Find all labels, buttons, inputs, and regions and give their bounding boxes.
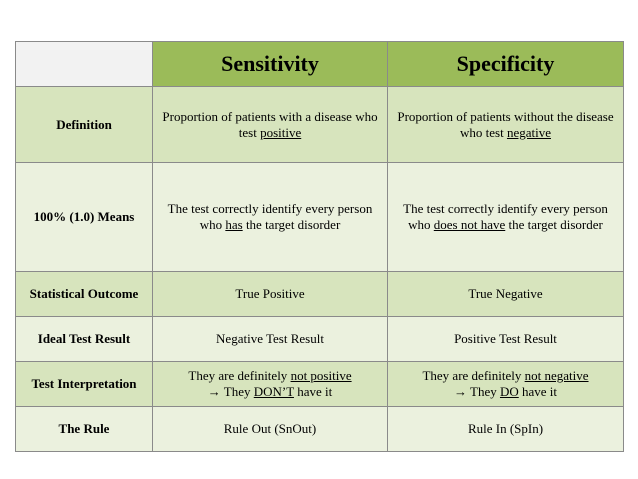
text: Proportion of patients with a disease who test (162, 108, 378, 140)
interpretation-line-1 (394, 368, 617, 384)
text: have it (293, 384, 333, 399)
underlined-text: negative (506, 124, 551, 140)
interpretation-line-2 (394, 384, 617, 400)
row-label-ideal-test-result: Ideal Test Result (16, 317, 153, 362)
row-label-statistical-outcome: Statistical Outcome (16, 272, 153, 317)
corner-cell (16, 42, 153, 87)
rule-sensitivity: Rule Out (SnOut) (153, 407, 388, 452)
text: → They (207, 384, 254, 399)
header-row (16, 42, 624, 87)
definition-sensitivity (153, 87, 388, 163)
means-sensitivity (153, 163, 388, 272)
underlined-text: not positive (290, 368, 352, 383)
ideal-sensitivity: Negative Test Result (153, 317, 388, 362)
interpretation-specificity (388, 362, 624, 407)
means-specificity (388, 163, 624, 272)
statistical-sensitivity: True Positive (153, 272, 388, 317)
rule-specificity: Rule In (SpIn) (388, 407, 624, 452)
interpretation-line-2 (159, 384, 381, 400)
underlined-text: DO (499, 384, 519, 399)
row-test-interpretation (16, 362, 624, 407)
text: → They (453, 384, 500, 399)
row-label-test-interpretation: Test Interpretation (16, 362, 153, 407)
ideal-specificity: Positive Test Result (388, 317, 624, 362)
row-label-means: 100% (1.0) Means (16, 163, 153, 272)
text: They are definitely (188, 368, 291, 383)
interpretation-line-1 (159, 368, 381, 384)
interpretation-sensitivity (153, 362, 388, 407)
underlined-text: has (225, 217, 243, 232)
row-means (16, 163, 624, 272)
underlined-text: not negative (524, 368, 589, 383)
header-specificity: Specificity (388, 42, 624, 87)
row-label-the-rule: The Rule (16, 407, 153, 452)
statistical-specificity: True Negative (388, 272, 624, 317)
comparison-table (15, 41, 624, 452)
text: The test correctly identify every person who (167, 201, 373, 232)
text: They are definitely (422, 368, 525, 383)
row-the-rule (16, 407, 624, 452)
text: have it (518, 384, 558, 399)
underlined-text: does not have (433, 217, 506, 232)
definition-specificity (388, 87, 624, 163)
text: the target disorder (505, 217, 603, 232)
text: Proportion of patients without the disease who test (397, 108, 614, 140)
row-statistical-outcome (16, 272, 624, 317)
underlined-text: positive (260, 124, 302, 140)
row-label-definition: Definition (16, 87, 153, 163)
text: The test correctly identify every person who (403, 201, 608, 232)
text: the target disorder (242, 217, 341, 232)
row-ideal-test-result (16, 317, 624, 362)
underlined-text: DON’T (253, 384, 294, 399)
header-sensitivity: Sensitivity (153, 42, 388, 87)
row-definition (16, 87, 624, 163)
